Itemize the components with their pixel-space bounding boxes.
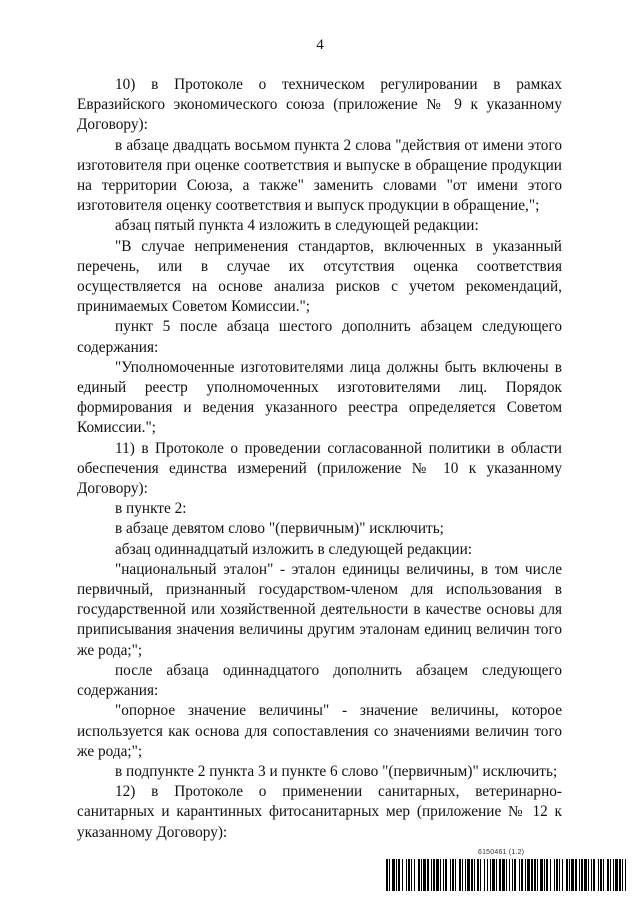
barcode-code: 6150461 (1.2)	[478, 849, 525, 856]
paragraph: в абзаце девятом слово "(первичным)" исключить;	[115, 520, 444, 538]
paragraph: в подпункте 2 пункта 3 и пункте 6 слово "(первичным)" исключить;	[115, 762, 558, 780]
page-number: 4	[316, 37, 324, 53]
paragraph: 12) в Протоколе о применении санитарных, ветеринарно-санитарных и карантинных фитосанитарных мер (приложение № 12 к указанному Договору):	[77, 783, 562, 841]
paragraph: абзац пятый пункта 4 изложить в следующей редакции:	[115, 217, 479, 235]
paragraph: в абзаце двадцать восьмом пункта 2 слова "действия от имени этого изготовителя при оценке соответствия и выпуске в обращение продукции на территории Союза, а также" заменить словами "от имени этого изготовителя оценку соответствия и выпуск продукции в обращение,";	[77, 136, 562, 215]
paragraph: 11) в Протоколе о проведении согласованной политики в области обеспечения единства измерений (приложение № 10 к указанному Договору):	[77, 439, 562, 498]
paragraph: пункт 5 после абзаца шестого дополнить абзацем следующего содержания:	[77, 318, 562, 356]
document-barcode-stamp	[386, 849, 626, 893]
paragraph: 10) в Протоколе о техническом регулировании в рамках Евразийского экономического союза (приложение № 9 к указанному Договору):	[77, 76, 562, 134]
barcode	[386, 859, 626, 891]
paragraph: "Уполномоченные изготовителями лица должны быть включены в единый реестр уполномоченных изготовителями лиц. Порядок формирования и ведения указанного реестра определяется Советом Комиссии.";	[77, 358, 562, 437]
paragraph: "национальный эталон" - эталон единицы величины, в том числе первичный, признанный государством-членом для использования в государственной или хозяйственной деятельности в качестве основы для приписывания значения величины другим эталонам единиц величин того же рода;";	[77, 560, 562, 659]
paragraph: "опорное значение величины" - значение величины, которое используется как основа для сопоставления со значениями величин того же рода;";	[77, 702, 562, 760]
paragraph: "В случае неприменения стандартов, включенных в указанный перечень, или в случае их отсутствия оценка соответствия осуществляется на основе анализа рисков с учетом рекомендаций, принимаемых Советом Комиссии.";	[77, 237, 562, 316]
paragraph: после абзаца одиннадцатого дополнить абзацем следующего содержания:	[77, 661, 562, 700]
paragraph: абзац одиннадцатый изложить в следующей редакции:	[115, 540, 473, 558]
paragraph: в пункте 2:	[115, 500, 187, 518]
document-body	[77, 75, 562, 843]
